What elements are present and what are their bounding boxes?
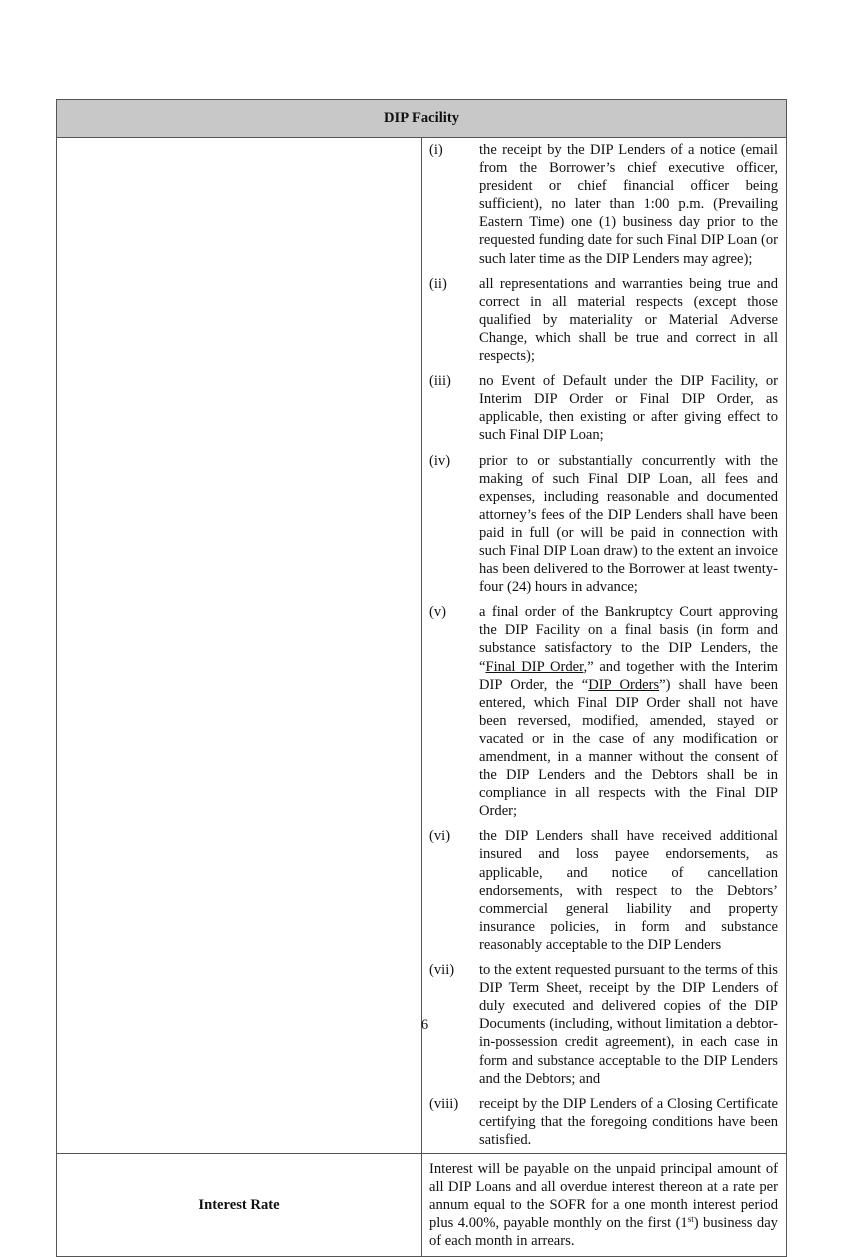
list-item-text: receipt by the DIP Lenders of a Closing Certificate certifying that the foregoing conditions have been satisfied.: [479, 1095, 778, 1148]
list-item-text: to the extent requested pursuant to the terms of this DIP Term Sheet, receipt by the DIP Lenders of duly executed and delivered copies of the DIP Documents (including, without limitation a debtor-in-possession credit agreement), in each case in form and substance acceptable to the DIP Lenders and the Debtors; and: [479, 962, 778, 1087]
list-item-text: prior to or substantially concurrently with the making of such Final DIP Loan, all fees and expenses, including reasonable and documented attorney’s fees of the DIP Lenders shall have been paid in full (or will be paid in connection with such Final DIP Loan draw) to the extent an invoice has been delivered to the Borrower at least twenty-four (24) hours in advance;: [479, 452, 778, 596]
list-item-number: (iii): [429, 373, 451, 390]
text-segment: Interest will be payable on the unpaid principal amount of all DIP Loans and all overdue interest thereon at a rate per annum equal to the SOFR for a one month interest period plus 4.00%, payable monthly on the first (1: [429, 1160, 778, 1232]
conditions-row: [57, 138, 787, 1154]
list-item: [429, 603, 778, 820]
list-item-text: no Event of Default under the DIP Facility, or Interim DIP Order or Final DIP Order, as applicable, then existing or after giving effect to such Final DIP Loan;: [479, 373, 778, 444]
list-item-number: (iv): [429, 452, 451, 469]
text-segment: a final order of the Bankruptcy Court approving the DIP Facility on a final basis (in form and substance satisfactory to the DIP Lenders, the “: [479, 604, 778, 675]
list-item-text: [479, 603, 778, 820]
term-sheet-table: [56, 99, 787, 1257]
text-segment: ”) shall have been entered, which Final DIP Order shall not have been reversed, modified, amended, stayed or vacated or in the case of any modification or amendment, in a manner without the consent of the DIP Lenders and the Debtors shall be in compliance in all respects with the Final DIP Order;: [479, 676, 778, 820]
page-number: 6: [420, 1017, 429, 1033]
interest-rate-row: [57, 1153, 787, 1256]
list-item: [429, 275, 778, 365]
list-item-number: (viii): [429, 1095, 459, 1112]
list-item: [429, 372, 778, 444]
interest-rate-text: [422, 1153, 787, 1256]
list-item-text: the receipt by the DIP Lenders of a notice (email from the Borrower’s chief executive officer, president or chief financial officer being sufficient), no later than 1:00 p.m. (Prevailing Eastern Time) one (1) business day prior to the requested funding date for such Final DIP Loan (or such later time as the DIP Lenders may agree);: [479, 142, 778, 267]
conditions-cell: [422, 138, 787, 1154]
list-item-number: (vii): [429, 962, 455, 979]
list-item-number: (i): [429, 142, 443, 158]
list-item: [429, 452, 778, 597]
text-segment: ) business day of each month in arrears.: [429, 1215, 778, 1250]
defined-term-dip-orders: DIP Orders: [588, 676, 660, 693]
list-item-number: (vi): [429, 828, 451, 845]
list-item-text: the DIP Lenders shall have received additional insured and loss payee endorsements, as applicable, and notice of cancellation endorsements, with respect to the Debtors’ commercial general liability and property insurance policies, in form and substance reasonably acceptable to the DIP Lenders: [479, 828, 778, 953]
list-item-number: (v): [429, 604, 447, 621]
list-item-number: (ii): [429, 275, 447, 292]
table-header-row: [57, 100, 787, 138]
list-item: [429, 1095, 778, 1149]
table-header-title: DIP Facility: [57, 100, 787, 138]
interest-rate-label: Interest Rate: [57, 1153, 422, 1256]
list-item: [429, 141, 778, 268]
list-item: [429, 827, 778, 954]
conditions-list: [429, 141, 778, 1149]
list-item-text: all representations and warranties being true and correct in all material respects (except those qualified by materiality or Material Adverse Change, which shall be true and correct in all respects);: [479, 275, 778, 365]
conditions-label-cell: [57, 138, 422, 1154]
text-segment: ,” and together with the Interim DIP Order, the “: [479, 658, 778, 693]
defined-term-final-dip-order: Final DIP Order: [485, 658, 584, 675]
superscript: st: [687, 1214, 694, 1225]
